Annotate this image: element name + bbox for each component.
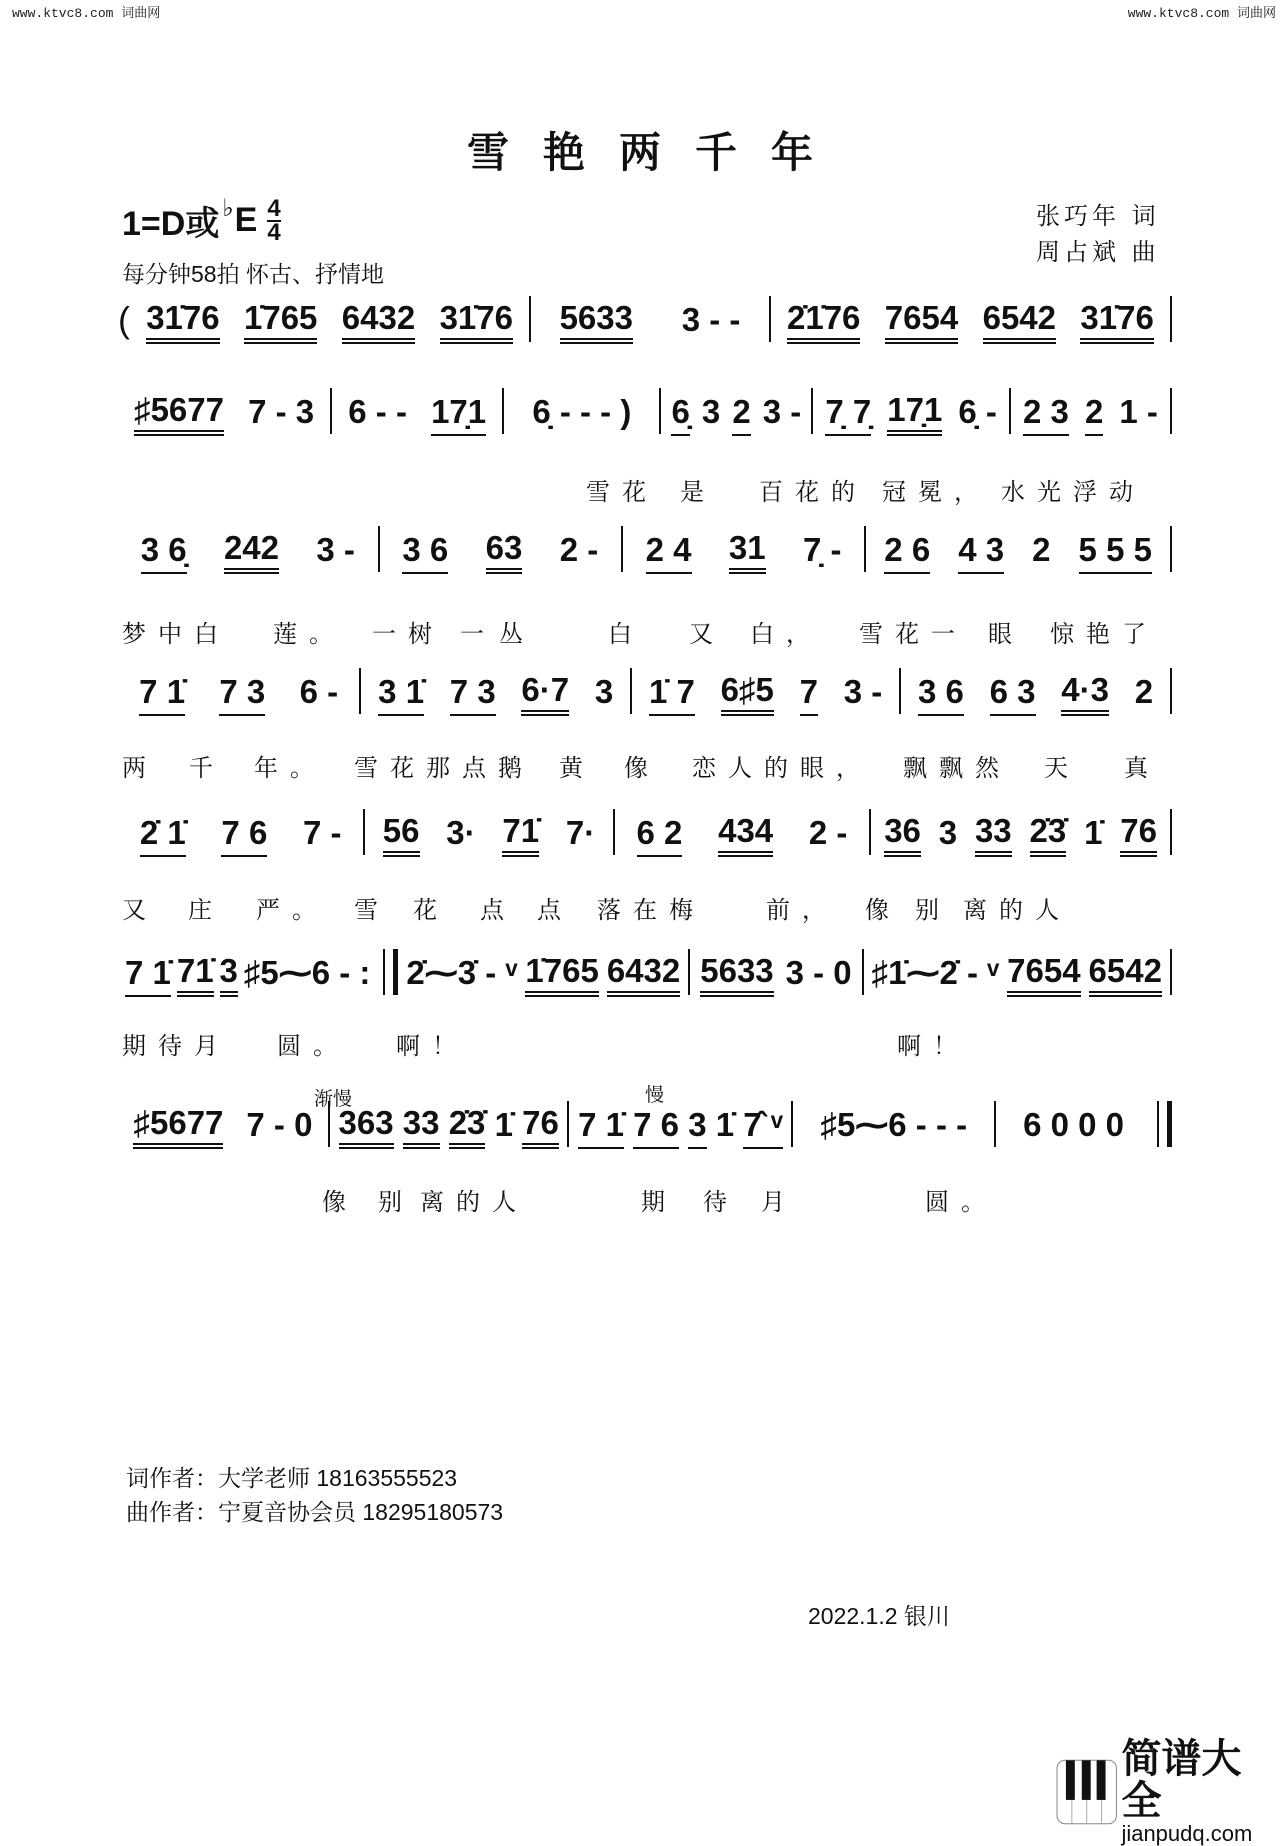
lyric-segment: 雪花 — [586, 479, 658, 506]
measure — [690, 945, 861, 997]
score-line — [118, 664, 1172, 716]
note-group: 3 - 0 — [785, 954, 852, 991]
note-group: 3 — [938, 814, 958, 851]
lyric-segment: 像 — [322, 1189, 358, 1216]
note-group: 3 1̇ — [378, 674, 424, 716]
note-group: 3 — [701, 393, 721, 430]
note-group: 6542 — [1089, 953, 1162, 997]
measure — [504, 384, 659, 436]
note-group: 7 - 0 — [246, 1106, 313, 1143]
lyric-segment: 像 — [624, 755, 660, 782]
note-group: 6 - — [299, 673, 339, 710]
measure — [118, 522, 378, 574]
lyric-segment: 月 — [761, 1189, 797, 1216]
note-group: 3 — [688, 1107, 706, 1149]
measure — [661, 384, 811, 436]
note-group: 63 — [486, 530, 523, 574]
lyric-segment: 雪 — [354, 897, 390, 924]
measure — [118, 384, 330, 436]
lyric-segment: 期待月 — [122, 1033, 230, 1060]
note-group: 3 - — [843, 673, 883, 710]
lyric-segment: 啊！ — [897, 1033, 969, 1060]
note-group: 242 — [224, 530, 279, 574]
lyric-segment: 像 — [865, 897, 901, 924]
note-group: 2 — [1085, 394, 1103, 436]
site-logo — [1056, 1738, 1280, 1846]
logo-name: 简谱大全 — [1121, 1736, 1242, 1824]
note-group: 71̇ — [502, 813, 539, 857]
lyric-segment: 眼 — [988, 621, 1024, 648]
lyric-segment: 点 — [480, 897, 516, 924]
note-group: 6̣ — [671, 394, 689, 436]
lyric-segment: 别 — [378, 1189, 414, 1216]
note-group: 3 - - — [681, 301, 741, 338]
key-prefix: 1=D或 — [122, 205, 220, 243]
measure — [118, 945, 377, 997]
note-group: 7 1̇ — [578, 1107, 624, 1149]
tempo-mark-gradually-slower: 渐慢 — [314, 1089, 353, 1110]
measure — [332, 384, 502, 436]
note-group: 7654 — [885, 300, 958, 344]
note-group: 3· — [446, 814, 476, 851]
lyric-segment: 雪花一 — [859, 621, 967, 648]
lyric-segment: 惊艳了 — [1050, 621, 1158, 648]
note-group: 6432 — [607, 953, 680, 997]
note-group: 7̣ 7̣ — [825, 394, 871, 436]
note-group: 17̣1 — [431, 394, 486, 436]
note-group: 5633 — [560, 300, 633, 344]
note-group: 76 — [522, 1105, 559, 1149]
note-group: 7 1̇ — [125, 955, 171, 997]
score-line — [118, 805, 1172, 857]
note-group: 2 — [1032, 531, 1051, 568]
note-group: 7 — [800, 674, 818, 716]
lyric-segment: 黄 — [559, 755, 595, 782]
lyric-segment: 丛 — [499, 621, 535, 648]
note-group: 1̇765 — [244, 300, 317, 344]
lyric-segment: 是 — [680, 479, 716, 506]
lyric-segment: 严。 — [256, 897, 328, 924]
footer-lyricist: 词作者：大学老师 18163555523 — [126, 1465, 458, 1491]
lyric-segment: 落在梅 — [597, 897, 705, 924]
lyric-segment: 离的人 — [963, 897, 1071, 924]
lyric-segment: 千 — [189, 755, 225, 782]
barline — [1170, 809, 1172, 855]
measure — [531, 292, 769, 344]
lyric-segment: 庄 — [188, 897, 224, 924]
note-group: 7̂ ᵛ — [743, 1107, 783, 1149]
note-group: 1̇ — [1084, 814, 1103, 851]
lyric-segment: 真 — [1124, 755, 1160, 782]
time-signature-bottom: 4 — [267, 218, 281, 246]
note-group: ♯5⁓6 - - - — [820, 1106, 968, 1143]
measure — [871, 805, 1170, 857]
lyric-segment: 白， — [750, 621, 822, 648]
note-group: 6 0 0 0 — [1023, 1106, 1125, 1143]
open-parenthesis: ( — [118, 299, 130, 340]
lyric-segment: 一树 — [372, 621, 444, 648]
note-group: 6̣ - - - ) — [532, 393, 632, 430]
note-group: 7 3 — [219, 674, 265, 716]
lyric-segment: 点 — [537, 897, 573, 924]
lyric-segment: 又 — [689, 621, 725, 648]
lyric-segment: 雪花那点鹅 — [354, 755, 534, 782]
note-group: 7 1̇ — [139, 674, 185, 716]
credits — [1036, 198, 1160, 270]
note-group: 6 - - — [348, 393, 407, 430]
note-group: 6 2 — [637, 815, 683, 857]
note-group: 7 - — [303, 814, 342, 851]
note-group: 1̇ — [715, 1106, 735, 1143]
note-group: 7 6 — [633, 1107, 679, 1149]
note-group: 2̇3̇ — [449, 1105, 486, 1149]
note-group: 2 - — [559, 531, 599, 568]
lyric-segment: 别 — [915, 897, 951, 924]
lyric-segment: 年。 — [254, 755, 326, 782]
note-group: 7· — [565, 814, 596, 851]
measure — [813, 384, 1009, 436]
barline — [1170, 388, 1172, 434]
logo-site: jianpudq.com — [1121, 1821, 1253, 1846]
flat-sign: ♭ — [222, 195, 234, 222]
note-group: 2 - — [808, 814, 848, 851]
note-group: ♯5677 — [133, 1105, 223, 1149]
measure — [1011, 384, 1170, 436]
note-group: 3 6 — [402, 532, 448, 574]
date-place: 2022.1.2 银川 — [808, 1603, 950, 1629]
measure — [632, 664, 899, 716]
note-group: ♯5⁓6 - : — [243, 954, 371, 991]
measure — [864, 945, 1170, 997]
piano-keys-icon — [1056, 1759, 1117, 1825]
measure — [771, 292, 1170, 344]
barline — [1170, 526, 1172, 572]
note-group: 3 6̣ — [141, 532, 187, 574]
note-group: 6·7 — [521, 672, 569, 716]
note-group: 36 — [884, 813, 921, 857]
note-group: 4 3 — [958, 532, 1004, 574]
footer-composer: 曲作者：宁夏音协会员 18295180573 — [126, 1499, 504, 1525]
note-group: 7654 — [1007, 953, 1080, 997]
note-group: 2 6 — [884, 532, 930, 574]
note-group: 363 — [339, 1105, 394, 1149]
watermark-left: www.ktvc8.com 词曲网 — [12, 6, 161, 21]
note-group: 434 — [718, 813, 773, 857]
note-group: 31̇76 — [146, 300, 219, 344]
measure — [118, 1097, 328, 1149]
note-group: 2 4 — [646, 532, 692, 574]
measure — [130, 292, 529, 344]
barline — [1170, 949, 1172, 995]
note-group: 71̇ — [177, 953, 214, 997]
lyric-segment: 飘飘然 — [903, 755, 1011, 782]
double-barline — [1157, 1101, 1172, 1147]
lyric-segment: 冠冕， — [882, 479, 990, 506]
note-group: 6 3 — [990, 674, 1036, 716]
measure — [398, 945, 688, 997]
note-group: 31 — [729, 530, 766, 574]
note-group: 2̇1̇76 — [787, 300, 860, 344]
measure — [361, 664, 630, 716]
lyric-segment: 天 — [1044, 755, 1080, 782]
time-signature-top: 4 — [267, 194, 281, 222]
measure — [380, 522, 621, 574]
note-group: 1 - — [1119, 393, 1158, 430]
note-group: 6542 — [983, 300, 1056, 344]
note-group: 3 — [220, 953, 238, 997]
note-group: 56 — [383, 813, 420, 857]
tempo-marking: 每分钟58拍 怀古、抒情地 — [122, 261, 384, 287]
note-group: ♯5677 — [134, 392, 224, 436]
key-signature — [122, 196, 281, 245]
note-group: 2̇3̇ — [1030, 813, 1067, 857]
measure — [793, 1097, 994, 1149]
lyric-segment: 莲。 — [273, 621, 345, 648]
note-group: 1̇ 7 — [649, 674, 695, 716]
measure — [330, 1097, 568, 1149]
note-group: 33 — [403, 1105, 440, 1149]
lyric-segment: 花 — [413, 897, 449, 924]
note-group: 3 6 — [918, 674, 964, 716]
lyric-segment: 圆。 — [277, 1033, 349, 1060]
note-group: ♯1̇⁓2̇ - ᵛ — [871, 954, 1000, 991]
note-group: 6432 — [342, 300, 415, 344]
barline — [1170, 668, 1172, 714]
lyric-segment: 啊！ — [396, 1033, 468, 1060]
lyric-segment: 一 — [460, 621, 496, 648]
lyric-segment: 待 — [703, 1189, 739, 1216]
score-line — [118, 292, 1172, 344]
measure — [996, 1097, 1151, 1149]
score-line — [118, 384, 1172, 436]
lyric-segment: 期 — [641, 1189, 677, 1216]
measure — [365, 805, 612, 857]
note-group: 1̇ — [494, 1106, 513, 1143]
tempo-mark-slow: 慢 — [645, 1085, 665, 1106]
lyric-segment: 离的人 — [420, 1189, 528, 1216]
note-group: 1̇765 — [525, 953, 598, 997]
lyric-segment: 恋人的眼， — [692, 755, 872, 782]
measure — [118, 805, 363, 857]
note-group: 6̣ - — [958, 393, 997, 430]
watermark-right: www.ktvc8.com 词曲网 — [1127, 6, 1276, 21]
note-group: 2̇⁓3̇ - ᵛ — [406, 954, 518, 991]
note-group: 7 3 — [450, 674, 496, 716]
note-group: 33 — [975, 813, 1012, 857]
lyric-segment: 百花的 — [759, 479, 867, 506]
barline — [1170, 296, 1172, 342]
note-group: 7 6 — [221, 815, 267, 857]
key-note: E — [234, 201, 258, 239]
score-line — [118, 522, 1172, 574]
measure — [118, 664, 359, 716]
note-group: 6♯5 — [721, 672, 774, 716]
measure — [901, 664, 1170, 716]
note-group: 2 3 — [1023, 394, 1069, 436]
note-group: 31̇76 — [1080, 300, 1153, 344]
lyric-segment: 白 — [608, 621, 644, 648]
note-group: 3 - — [762, 393, 802, 430]
note-group: 4·3 — [1061, 672, 1109, 716]
note-group: 5633 — [700, 953, 773, 997]
measure — [615, 805, 870, 857]
score-line — [118, 945, 1172, 997]
note-group: 2 — [732, 394, 750, 436]
composer-credit: 周占斌 曲 — [1036, 238, 1160, 266]
song-title: 雪艳两千年 — [466, 128, 847, 177]
note-group: 3 - — [316, 531, 355, 568]
lyricist-credit: 张巧年 词 — [1036, 202, 1160, 230]
note-group: 5 5 5 — [1079, 532, 1152, 574]
lyric-segment: 圆。 — [925, 1189, 997, 1216]
measure — [569, 1097, 791, 1149]
note-group: 7 - 3 — [248, 393, 315, 430]
lyric-segment: 又 — [122, 897, 158, 924]
measure — [866, 522, 1170, 574]
measure — [623, 522, 864, 574]
lyric-segment: 水光浮动 — [1001, 479, 1145, 506]
double-barline — [383, 949, 398, 995]
lyric-segment: 两 — [122, 755, 158, 782]
note-group: 31̇76 — [440, 300, 513, 344]
time-signature — [267, 194, 281, 246]
lyric-segment: 梦中白 — [122, 621, 230, 648]
note-group: 3 — [594, 673, 614, 710]
note-group: 2 — [1134, 673, 1154, 710]
note-group: 17̣1 — [887, 392, 942, 436]
note-group: 2̇ 1̇ — [140, 815, 186, 857]
lyric-segment: 前， — [766, 897, 838, 924]
note-group: 76 — [1120, 813, 1157, 857]
note-group: 7̣ - — [803, 531, 842, 568]
